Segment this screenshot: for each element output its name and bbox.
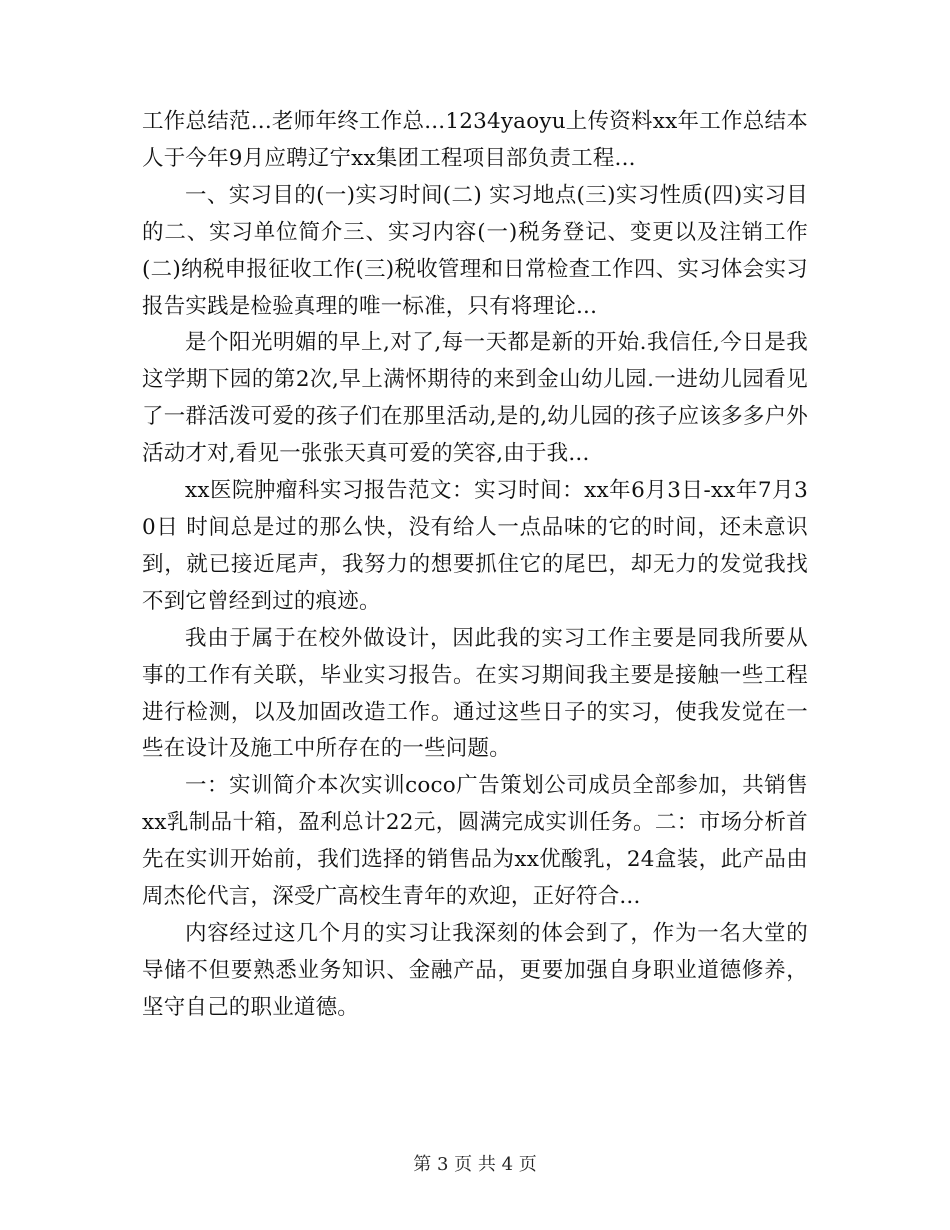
paragraph-6: 一：实训简介本次实训coco广告策划公司成员全部参加，共销售xx乳制品十箱，盈利总计22元，圆满完成实训任务。二：市场分析首先在实训开始前，我们选择的销售品为xx优酸乳，24盒装，此产品由周杰伦代言，深受广高校生青年的欢迎，正好符合... xyxy=(142,773,808,910)
paragraph-4: xx医院肿瘤科实习报告范文：实习时间：xx年6月3日-xx年7月30日 时间总是过的那么快，没有给人一点品味的它的时间，还未意识到，就已接近尾声，我努力的想要抓住它的尾巴，却无力的发觉我找不到它曾经到过的痕迹。 xyxy=(142,478,808,614)
paragraph-2: 一、实习目的(一)实习时间(二) 实习地点(三)实习性质(四)实习目的二、实习单位简介三、实习内容(一)税务登记、变更以及注销工作(二)纳税申报征收工作(三)税收管理和日常检查工作四、实习体会实习报告实践是检验真理的唯一标准，只有将理论... xyxy=(142,182,808,319)
paragraph-3: 是个阳光明媚的早上,对了,每一天都是新的开始.我信任,今日是我这学期下园的第2次,早上满怀期待的来到金山幼儿园.一进幼儿园看见了一群活泼可爱的孩子们在那里活动,是的,幼儿园的孩子应该多多户外活动才对,看见一张张天真可爱的笑容,由于我... xyxy=(142,330,808,467)
paragraph-5: 我由于属于在校外做设计，因此我的实习工作主要是同我所要从事的工作有关联，毕业实习报告。在实习期间我主要是接触一些工程进行检测，以及加固改造工作。通过这些日子的实习，使我发觉在一些在设计及施工中所存在的一些问题。 xyxy=(142,625,808,762)
paragraph-1: 工作总结范...老师年终工作总...1234yaoyu上传资料xx年工作总结本人于今年9月应聘辽宁xx集团工程项目部负责工程... xyxy=(142,109,808,171)
document-body xyxy=(142,104,808,1027)
paragraph-7: 内容经过这几个月的实习让我深刻的体会到了，作为一名大堂的导储不但要熟悉业务知识、金融产品，更要加强自身职业道德修养，坚守自己的职业道德。 xyxy=(142,920,808,1020)
page-number-footer: 第 3 页 共 4 页 xyxy=(413,1154,537,1175)
